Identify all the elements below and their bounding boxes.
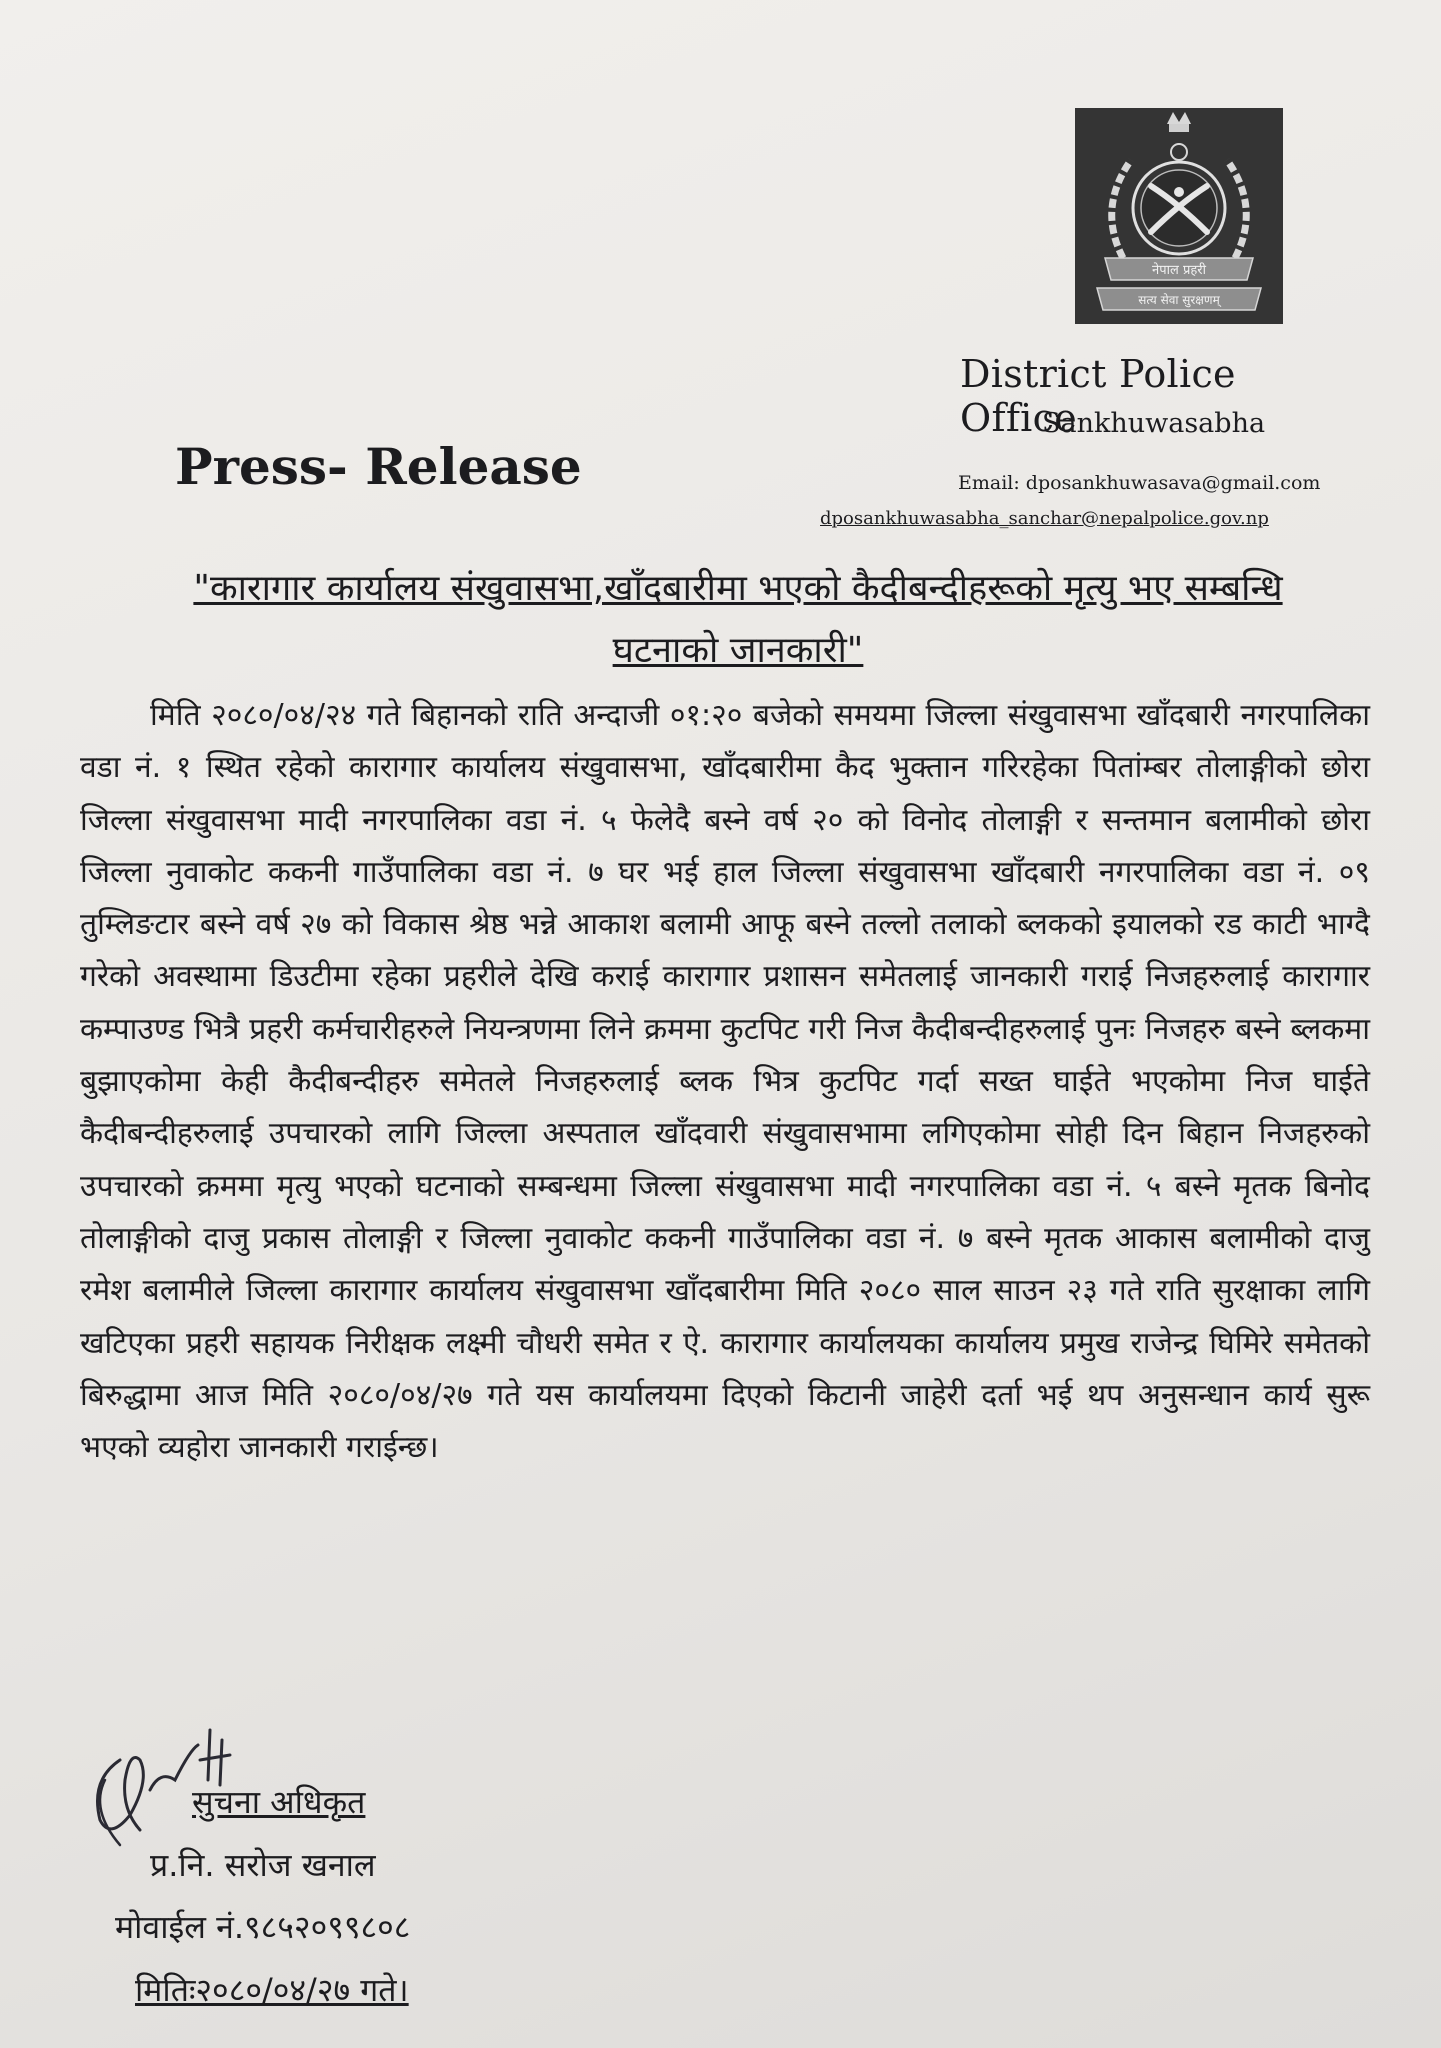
- signatory-name: प्र.नि. सरोज खनाल: [150, 1846, 376, 1884]
- signatory-title: सुचना अधिकृत: [192, 1783, 366, 1821]
- email-line: Email: dposankhuwasava@gmail.com: [958, 472, 1321, 494]
- body-paragraph: मिति २०८०/०४/२४ गते बिहानको राति अन्दाजी ०१:२० बजेको समयमा जिल्ला संखुवासभा खाँदबारी नगरपालिका वडा नं. १ स्थित रहेको कारागार कार्यालय संखुवासभा, खाँदबारीमा कैद भुक्तान गरिरहेका पितांम्बर तोलाङ्गीको छोरा जिल्ला संखुवासभा मादी नगरपालिका वडा नं. ५ फेलेदै बस्ने वर्ष २० को विनोद तोलाङ्गी र सन्तमान बलामीको छोरा जिल्ला नुवाकोट ककनी गाउँपालिका वडा नं. ७ घर भई हाल जिल्ला संखुवासभा खाँदबारी नगरपालिका वडा नं. ०९ तुम्लिङटार बस्ने वर्ष २७ को विकास श्रेष्ठ भन्ने आकाश बलामी आफू बस्ने तल्लो तलाको ब्लकको इयालको रड काटी भाग्दै गरेको अवस्थामा डिउटीमा रहेका प्रहरीले देखि कराई कारागार प्रशासन समेतलाई जानकारी गराई निजहरुलाई कारागार कम्पाउण्ड भित्रै प्रहरी कर्मचारीहरुले नियन्त्रणमा लिने क्रममा कुटपिट गरी निज कैदीबन्दीहरुलाई पुनः निजहरु बस्ने ब्लकमा बुझाएकोमा केही कैदीबन्दीहरु समेतले निजहरुलाई ब्लक भित्र कुटपिट गर्दा सख्त घाईते भएकोमा निज घाईते कैदीबन्दीहरुलाई उपचारको लागि जिल्ला अस्पताल खाँदवारी संखुवासभामा लगिएकोमा सोही दिन बिहान निजहरुको उपचारको क्रममा मृत्यु भएको घटनाको सम्बन्धमा जिल्ला संखुवासभा मादी नगरपालिका वडा नं. ५ बस्ने मृतक बिनोद तोलाङ्गीको दाजु प्रकास तोलाङ्गी र जिल्ला नुवाकोट ककनी गाउँपालिका वडा नं. ७ बस्ने मृतक आकास बलामीको दाजु रमेश बलामीले जिल्ला कारागार कार्यालय संखुवासभा खाँदबारीमा मिति २०८० साल साउन २३ गते राति सुरक्षाका लागि खटिएका प्रहरी सहायक निरीक्षक लक्ष्मी चौधरी समेत र ऐ. कारागार कार्यालयका कार्यालय प्रमुख राजेन्द्र घिमिरे समेतको बिरुद्धामा आज मिति २०८०/०४/२७ गते यस कार्यालयमा दिएको किटानी जाहेरी दर्ता भई थप अनुसन्धान कार्य सुरू भएको व्यहोरा जानकारी गराईन्छ।: [80, 698, 1370, 1466]
- release-date: मितिः२०८०/०४/२७ गते।: [135, 1971, 409, 2009]
- police-emblem-logo: [1075, 108, 1283, 324]
- email-line-secondary: dposankhuwasabha_sanchar@nepalpolice.gov.np: [820, 508, 1269, 529]
- signatory-mobile: मोवाईल नं.९८५२०९९८०८: [115, 1908, 411, 1946]
- office-name: District Police Office: [960, 352, 1236, 440]
- document-headline: "कारागार कार्यालय संखुवासभा,खाँदबारीमा भएको कैदीबन्दीहरूको मृत्यु भए सम्बन्धि घटनाको जानकारी": [193, 568, 1283, 671]
- office-district: Sankhuwasabha: [1042, 408, 1266, 439]
- logo-text-top: नेपाल प्रहरी: [1152, 263, 1206, 278]
- nepal-police-emblem-icon: [1075, 108, 1283, 324]
- press-release-title: Press- Release: [175, 437, 582, 496]
- logo-text-motto: सत्य सेवा सुरक्षणम्: [1138, 293, 1220, 307]
